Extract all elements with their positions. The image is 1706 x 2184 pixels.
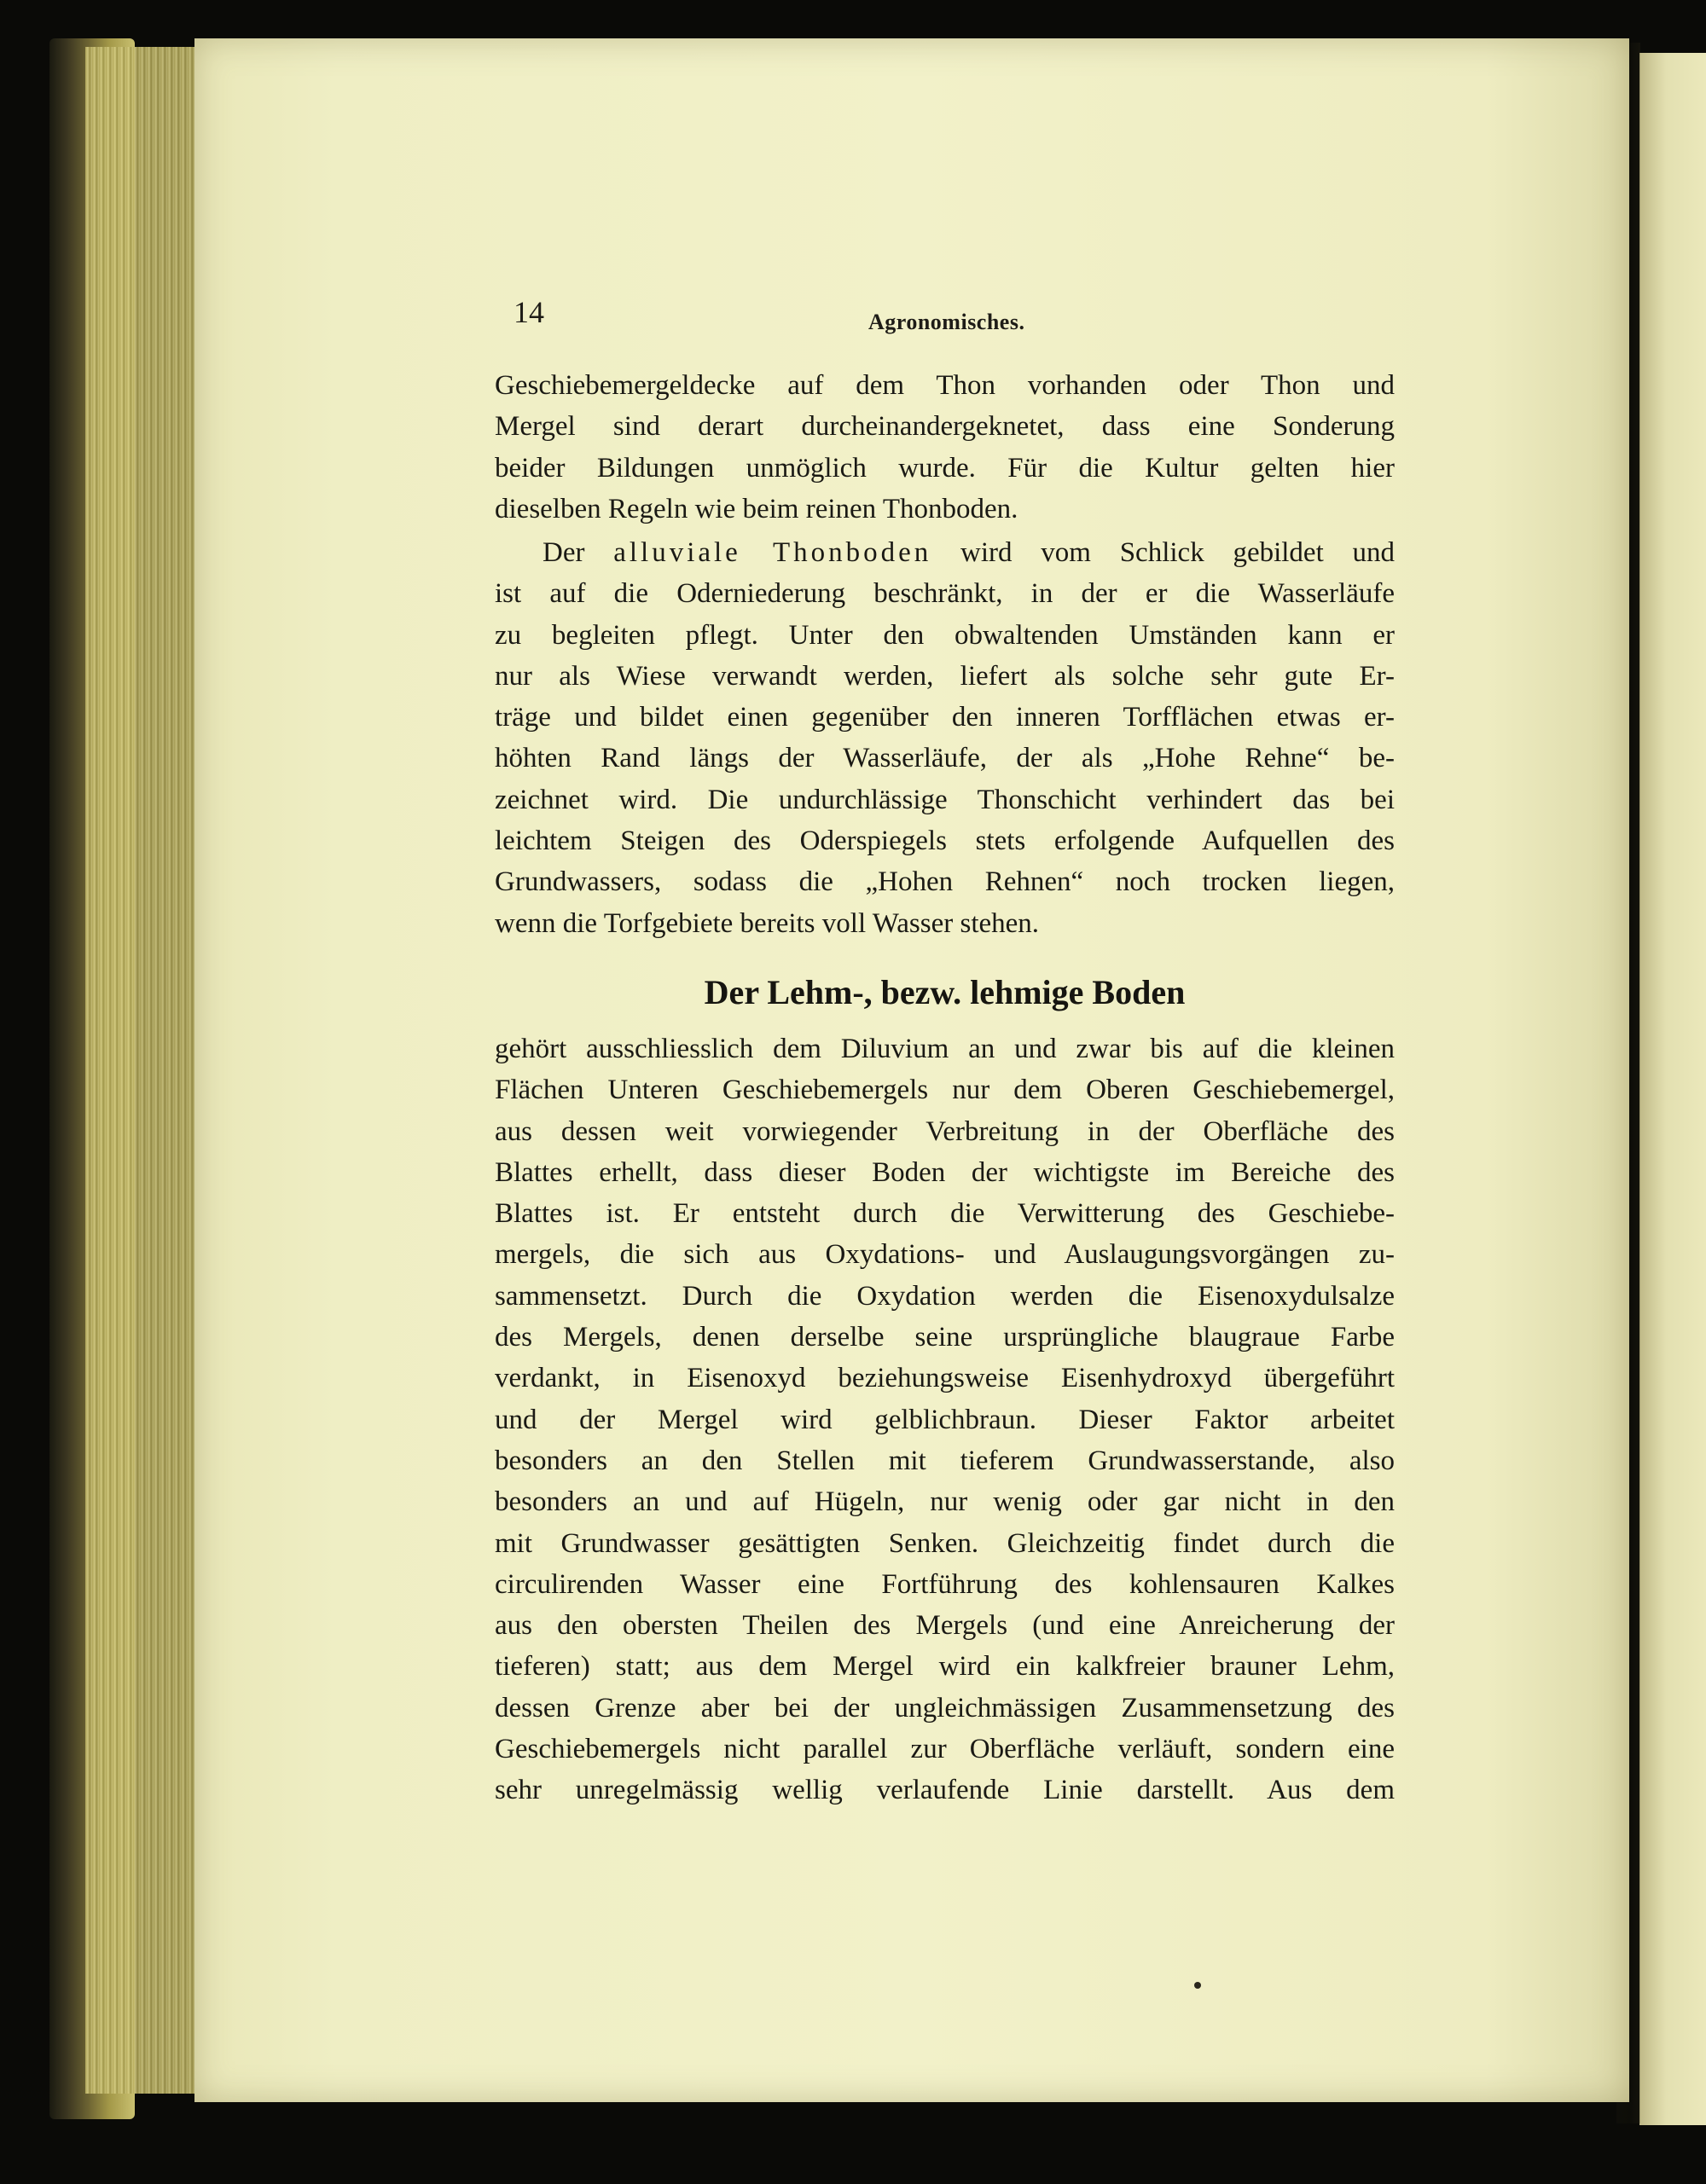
text-line: Blattes ist. Er entsteht durch die Verwitterung des Geschiebe- bbox=[495, 1198, 1395, 1230]
facing-page-edge bbox=[1639, 53, 1706, 2125]
text-line: zu begleiten pflegt. Unter den obwaltenden Umständen kann er bbox=[495, 619, 1395, 651]
text-line: zeichnet wird. Die undurchlässige Thonschicht verhindert das bei bbox=[495, 784, 1395, 815]
text-line: des Mergels, denen derselbe seine ursprüngliche blaugraue Farbe bbox=[495, 1322, 1395, 1353]
text-line: höhten Rand längs der Wasserläufe, der als „Hohe Rehne“ be- bbox=[495, 743, 1395, 774]
text-line: dessen Grenze aber bei der ungleichmässigen Zusammensetzung des bbox=[495, 1692, 1395, 1723]
paragraph-3 bbox=[495, 1028, 1395, 1811]
text-line: mergels, die sich aus Oxydations- und Auslaugungsvorgängen zu- bbox=[495, 1239, 1395, 1271]
text-line: verdankt, in Eisenoxyd beziehungsweise Eisenhydroxyd übergeführt bbox=[495, 1363, 1395, 1394]
paragraph-1 bbox=[495, 365, 1395, 530]
page-header bbox=[514, 294, 1392, 337]
text-line bbox=[495, 532, 1395, 573]
text-line: wenn die Torfgebiete bereits voll Wasser stehen. bbox=[495, 907, 1040, 939]
text-line: tieferen) statt; aus dem Mergel wird ein kalkfreier brauner Lehm, bbox=[495, 1651, 1395, 1683]
text-line: träge und bildet einen gegenüber den inneren Torfflächen etwas er- bbox=[495, 702, 1395, 733]
section-heading: Der Lehm-, bezw. lehmige Boden bbox=[704, 973, 1186, 1011]
text-line: Grundwassers, sodass die „Hohen Rehnen“ noch trocken liegen, bbox=[495, 866, 1395, 898]
text-line: aus dessen weit vorwiegender Verbreitung in der Oberfläche des bbox=[495, 1115, 1395, 1147]
ink-speck bbox=[1194, 1982, 1201, 1989]
text-run: wird vom Schlick gebildet und bbox=[931, 537, 1395, 568]
text-line: ist auf die Oderniederung beschränkt, in der er die Wasserläufe bbox=[495, 578, 1395, 610]
text-line: Flächen Unteren Geschiebemergels nur dem Oberen Geschiebemergel, bbox=[495, 1075, 1395, 1106]
text-line: besonders an den Stellen mit tieferem Grundwasserstande, also bbox=[495, 1445, 1395, 1476]
text-line: dieselben Regeln wie beim reinen Thonboden. bbox=[495, 493, 1018, 524]
text-line: Geschiebemergels nicht parallel zur Oberfläche verläuft, sondern eine bbox=[495, 1734, 1395, 1765]
paragraph-2 bbox=[495, 532, 1395, 944]
text-line: und der Mergel wird gelblichbraun. Dieser Faktor arbeitet bbox=[495, 1404, 1395, 1435]
text-line: Geschiebemergeldecke auf dem Thon vorhanden oder Thon und bbox=[495, 370, 1395, 401]
text-line: sehr unregelmässig wellig verlaufende Linie darstellt. Aus dem bbox=[495, 1775, 1395, 1806]
text-line: circulirenden Wasser eine Fortführung des kohlensauren Kalkes bbox=[495, 1568, 1395, 1600]
text-line: sammensetzt. Durch die Oxydation werden die Eisenoxydulsalze bbox=[495, 1280, 1395, 1312]
page-number: 14 bbox=[514, 295, 544, 329]
emphasized-term: alluviale Thonboden bbox=[613, 537, 932, 568]
running-head: Agronomisches. bbox=[868, 310, 1025, 334]
text-line: gehört ausschliesslich dem Diluvium an und zwar bis auf die kleinen bbox=[495, 1034, 1395, 1064]
text-line: beider Bildungen unmöglich wurde. Für die Kultur gelten hier bbox=[495, 452, 1395, 484]
text-line: Blattes erhellt, dass dieser Boden der wichtigste im Bereiche des bbox=[495, 1156, 1395, 1188]
text-line: Mergel sind derart durcheinandergeknetet, dass eine Sonderung bbox=[495, 411, 1395, 443]
book-page-stack bbox=[85, 47, 196, 2094]
text-line: aus den obersten Theilen des Mergels (und eine Anreicherung der bbox=[495, 1610, 1395, 1642]
text-line: leichtem Steigen des Oderspiegels stets erfolgende Aufquellen des bbox=[495, 826, 1395, 857]
text-line: nur als Wiese verwandt werden, liefert als solche sehr gute Er- bbox=[495, 660, 1395, 692]
text-line: mit Grundwasser gesättigten Senken. Gleichzeitig findet durch die bbox=[495, 1527, 1395, 1559]
text-line: besonders an und auf Hügeln, nur wenig oder gar nicht in den bbox=[495, 1486, 1395, 1518]
text-run: Der bbox=[543, 537, 614, 568]
